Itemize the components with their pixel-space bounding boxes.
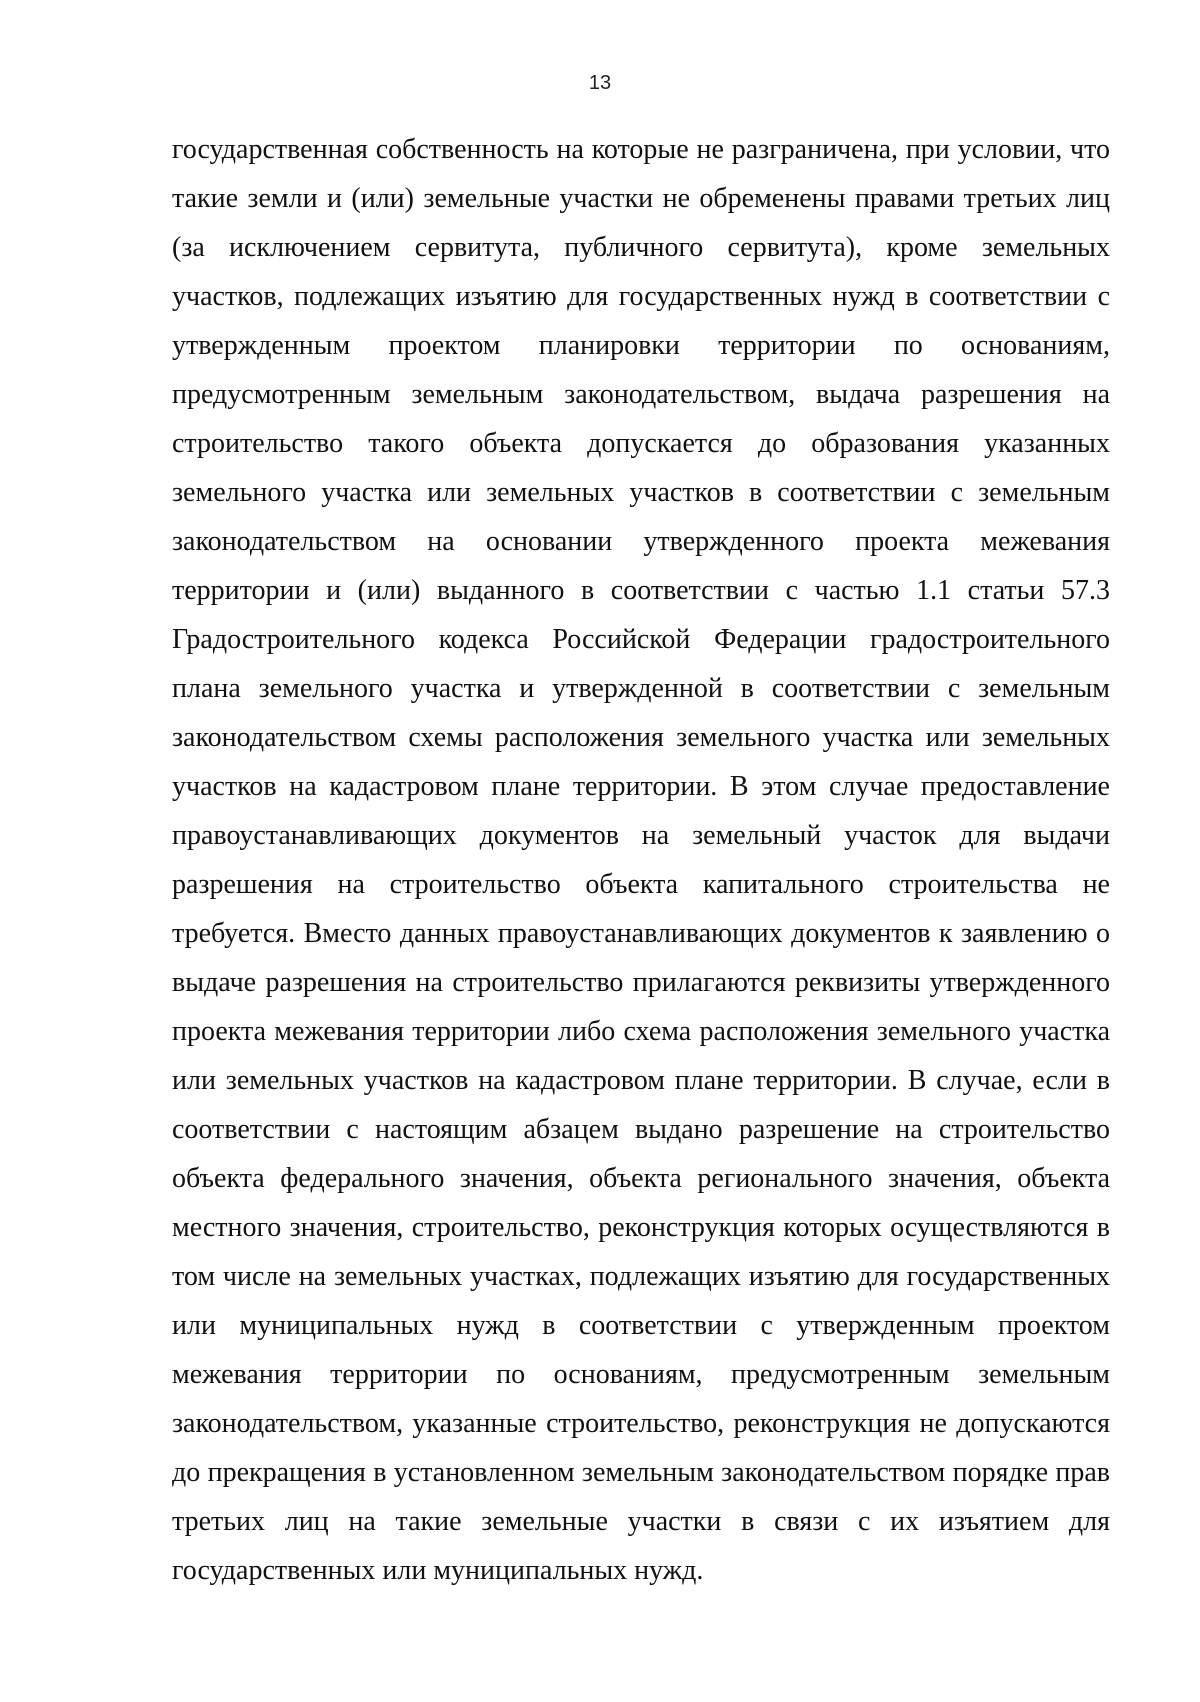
text-line: правоустанавливающих документов на земельный участок для выдачи	[172, 820, 1110, 851]
text-line: до прекращения в установленном земельным законодательством порядке прав	[172, 1457, 1110, 1488]
text-line: государственная собственность на которые не разграничена, при условии, что	[172, 134, 1110, 165]
text-line: государственных или муниципальных нужд.	[172, 1555, 704, 1586]
text-line: местного значения, строительство, реконструкция которых осуществляются в	[172, 1212, 1110, 1243]
text-line: или муниципальных нужд в соответствии с утвержденным проектом	[172, 1310, 1110, 1341]
text-line: земельного участка или земельных участков в соответствии с земельным	[172, 477, 1110, 508]
text-line: том числе на земельных участках, подлежащих изъятию для государственных	[172, 1261, 1110, 1292]
text-line: соответствии с настоящим абзацем выдано разрешение на строительство	[172, 1114, 1110, 1145]
text-line: предусмотренным земельным законодательством, выдача разрешения на	[172, 379, 1110, 410]
text-line: участков на кадастровом плане территории. В этом случае предоставление	[172, 771, 1110, 802]
text-line: законодательством на основании утвержденного проекта межевания	[172, 526, 1110, 557]
text-line: проекта межевания территории либо схема расположения земельного участка	[172, 1016, 1110, 1047]
text-line: строительство такого объекта допускается до образования указанных	[172, 428, 1110, 459]
text-line: территории и (или) выданного в соответствии с частью 1.1 статьи 57.3	[172, 575, 1110, 606]
text-line: третьих лиц на такие земельные участки в связи с их изъятием для	[172, 1506, 1110, 1537]
text-line: такие земли и (или) земельные участки не обременены правами третьих лиц	[172, 183, 1110, 214]
body-text	[172, 125, 1110, 1595]
text-line: требуется. Вместо данных правоустанавливающих документов к заявлению о	[172, 918, 1110, 949]
text-line: плана земельного участка и утвержденной в соответствии с земельным	[172, 673, 1110, 704]
text-line: или земельных участков на кадастровом плане территории. В случае, если в	[172, 1065, 1110, 1096]
text-line: межевания территории по основаниям, предусмотренным земельным	[172, 1359, 1110, 1390]
text-line: участков, подлежащих изъятию для государственных нужд в соответствии с	[172, 281, 1110, 312]
text-line: законодательством схемы расположения земельного участка или земельных	[172, 722, 1110, 753]
text-line: разрешения на строительство объекта капитального строительства не	[172, 869, 1110, 900]
text-line: Градостроительного кодекса Российской Федерации градостроительного	[172, 624, 1110, 655]
text-line: объекта федерального значения, объекта регионального значения, объекта	[172, 1163, 1110, 1194]
text-line: (за исключением сервитута, публичного сервитута), кроме земельных	[172, 232, 1110, 263]
text-line: выдаче разрешения на строительство прилагаются реквизиты утвержденного	[172, 967, 1110, 998]
text-line: утвержденным проектом планировки территории по основаниям,	[172, 330, 1110, 361]
text-line: законодательством, указанные строительство, реконструкция не допускаются	[172, 1408, 1110, 1439]
page-number: 13	[588, 72, 612, 94]
